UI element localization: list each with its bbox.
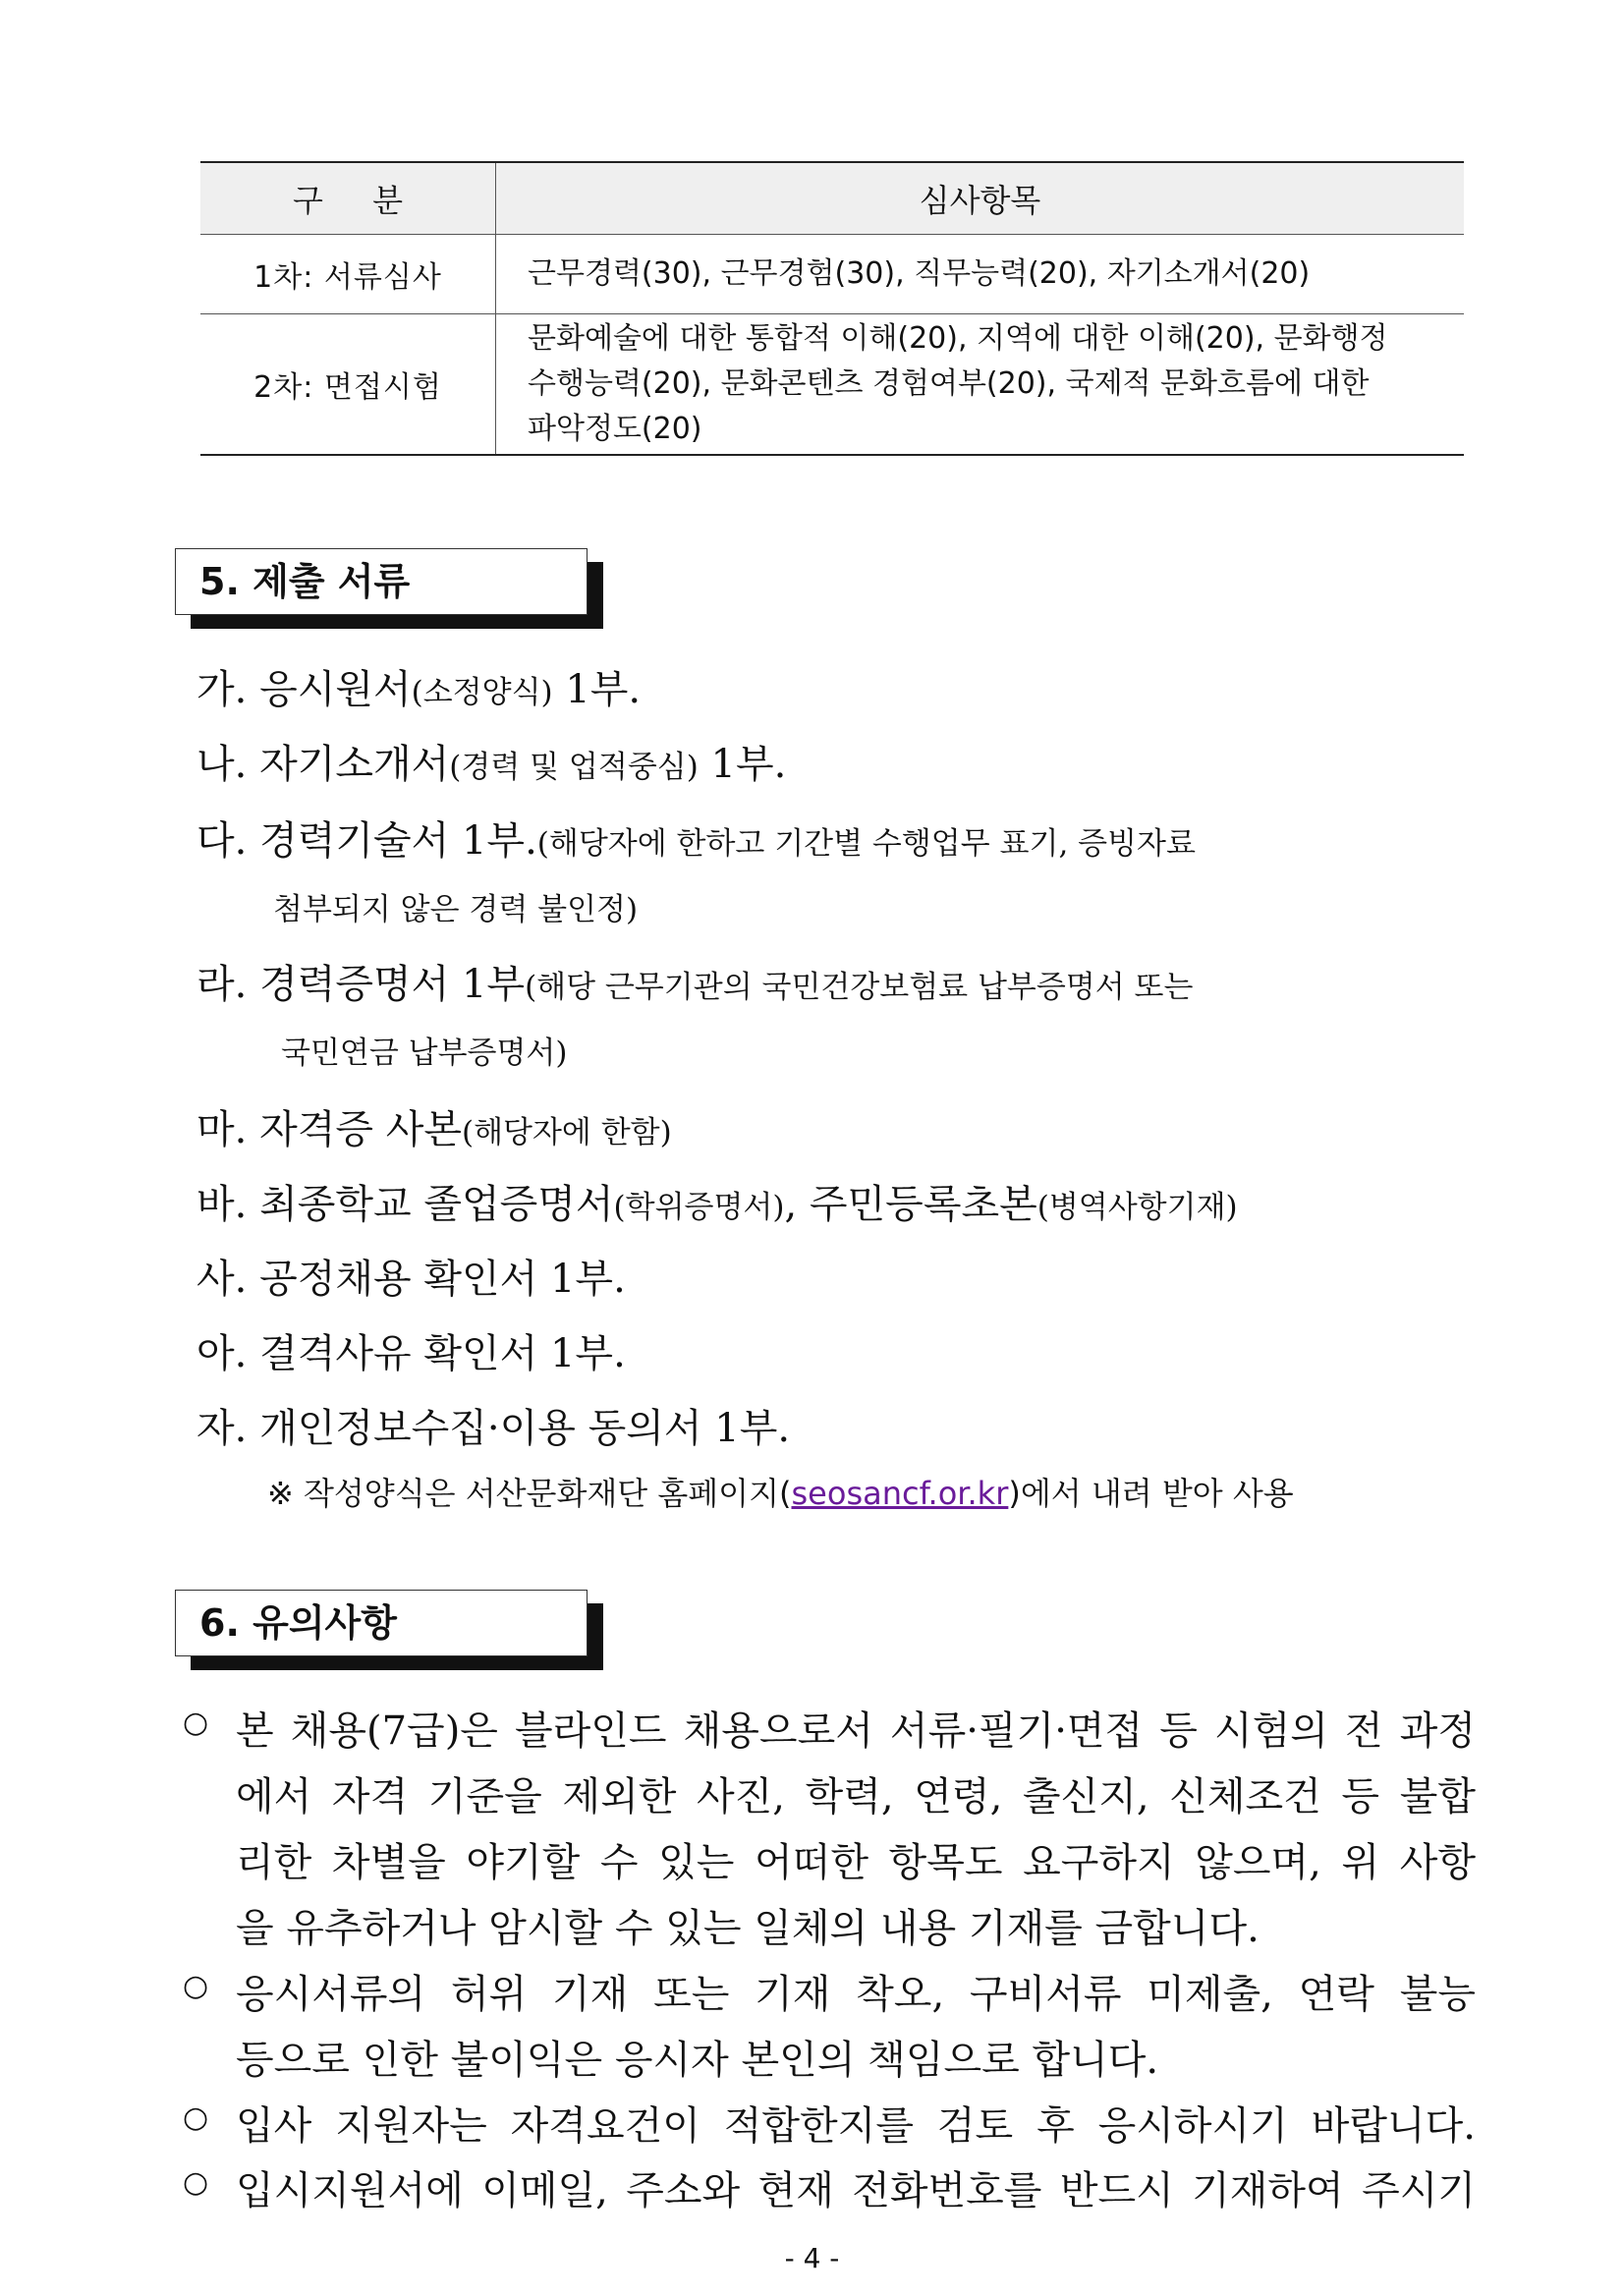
homepage-link[interactable]: seosancf.or.kr	[791, 1475, 1009, 1512]
table-header-row	[200, 162, 1464, 235]
bullet-icon: ○	[183, 2165, 209, 2200]
section-5-title: 5. 제출 서류	[175, 548, 588, 615]
section-5-heading	[175, 548, 588, 615]
notice-line: 등으로 인한 불이익은 응시자 본인의 책임으로 합니다.	[236, 2038, 1159, 2083]
notice-line: 리한 차별을 야기할 수 있는 어떠한 항목도 요구하지 않으며, 위 사항	[236, 1840, 1476, 1885]
section-6-heading	[175, 1590, 588, 1656]
table-cell-line: 수행능력(20), 문화콘텐츠 경험여부(20), 국제적 문화흐름에 대한	[528, 366, 1370, 401]
table-row	[200, 314, 1464, 456]
table-cell-stage: 1차: 서류심사	[200, 235, 496, 314]
table-cell-stage: 2차: 면접시험	[200, 314, 496, 456]
page-number: - 4 -	[784, 2242, 840, 2274]
notice-line: 에서 자격 기준을 제외한 사진, 학력, 연령, 출신지, 신체조건 등 불합	[236, 1774, 1476, 1820]
table-cell-line: 파악정도(20)	[528, 412, 702, 446]
list-item: 아. 결격사유 확인서 1부.	[196, 1331, 626, 1376]
list-item: 가. 응시원서(소정양식) 1부.	[196, 667, 642, 712]
notice-line: 본 채용(7급)은 블라인드 채용으로서 서류·필기·면접 등 시험의 전 과정	[236, 1708, 1476, 1754]
list-item: 자. 개인정보수집·이용 동의서 1부.	[196, 1406, 791, 1451]
list-item: 다. 경력기술서 1부.(해당자에 한하고 기간별 수행업무 표기, 증빙자료	[196, 818, 1196, 864]
bullet-icon: ○	[183, 1706, 209, 1740]
form-download-note: ※ 작성양식은 서산문화재단 홈페이지(seosancf.or.kr)에서 내려 받아 사용	[267, 1475, 1294, 1512]
list-item: 나. 자기소개서(경력 및 업적중심) 1부.	[196, 742, 787, 787]
list-item-continued: 첨부되지 않은 경력 불인정)	[273, 892, 639, 927]
list-item: 라. 경력증명서 1부(해당 근무기관의 국민건강보험료 납부증명서 또는	[196, 962, 1194, 1007]
table-cell-items: 근무경력(30), 근무경험(30), 직무능력(20), 자기소개서(20)	[496, 235, 1465, 314]
notice-line: 입사 지원자는 자격요건이 적합한지를 검토 후 응시하시기 바랍니다.	[236, 2103, 1476, 2149]
table-cell-line: 문화예술에 대한 통합적 이해(20), 지역에 대한 이해(20), 문화행정	[528, 321, 1388, 356]
table-header-items: 심사항목	[496, 162, 1465, 235]
notice-line: 응시서류의 허위 기재 또는 기재 착오, 구비서류 미제출, 연락 불능	[236, 1972, 1476, 2017]
notice-line: 입시지원서에 이메일, 주소와 현재 전화번호를 반드시 기재하여 주시기	[236, 2168, 1476, 2213]
table-cell-items	[496, 314, 1465, 456]
table-row	[200, 235, 1464, 314]
evaluation-table	[200, 161, 1464, 456]
table-header-category: 구 분	[200, 162, 496, 235]
list-item-continued: 국민연금 납부증명서)	[281, 1036, 568, 1071]
notice-line: 을 유추하거나 암시할 수 있는 일체의 내용 기재를 금합니다.	[236, 1906, 1260, 1951]
section-6-title: 6. 유의사항	[175, 1590, 588, 1656]
list-item: 마. 자격증 사본(해당자에 한함)	[196, 1107, 672, 1152]
list-item: 사. 공정채용 확인서 1부.	[196, 1257, 626, 1302]
bullet-icon: ○	[183, 2100, 209, 2135]
bullet-icon: ○	[183, 1969, 209, 2003]
list-item: 바. 최종학교 졸업증명서(학위증명서), 주민등록초본(병역사항기재)	[196, 1182, 1238, 1227]
